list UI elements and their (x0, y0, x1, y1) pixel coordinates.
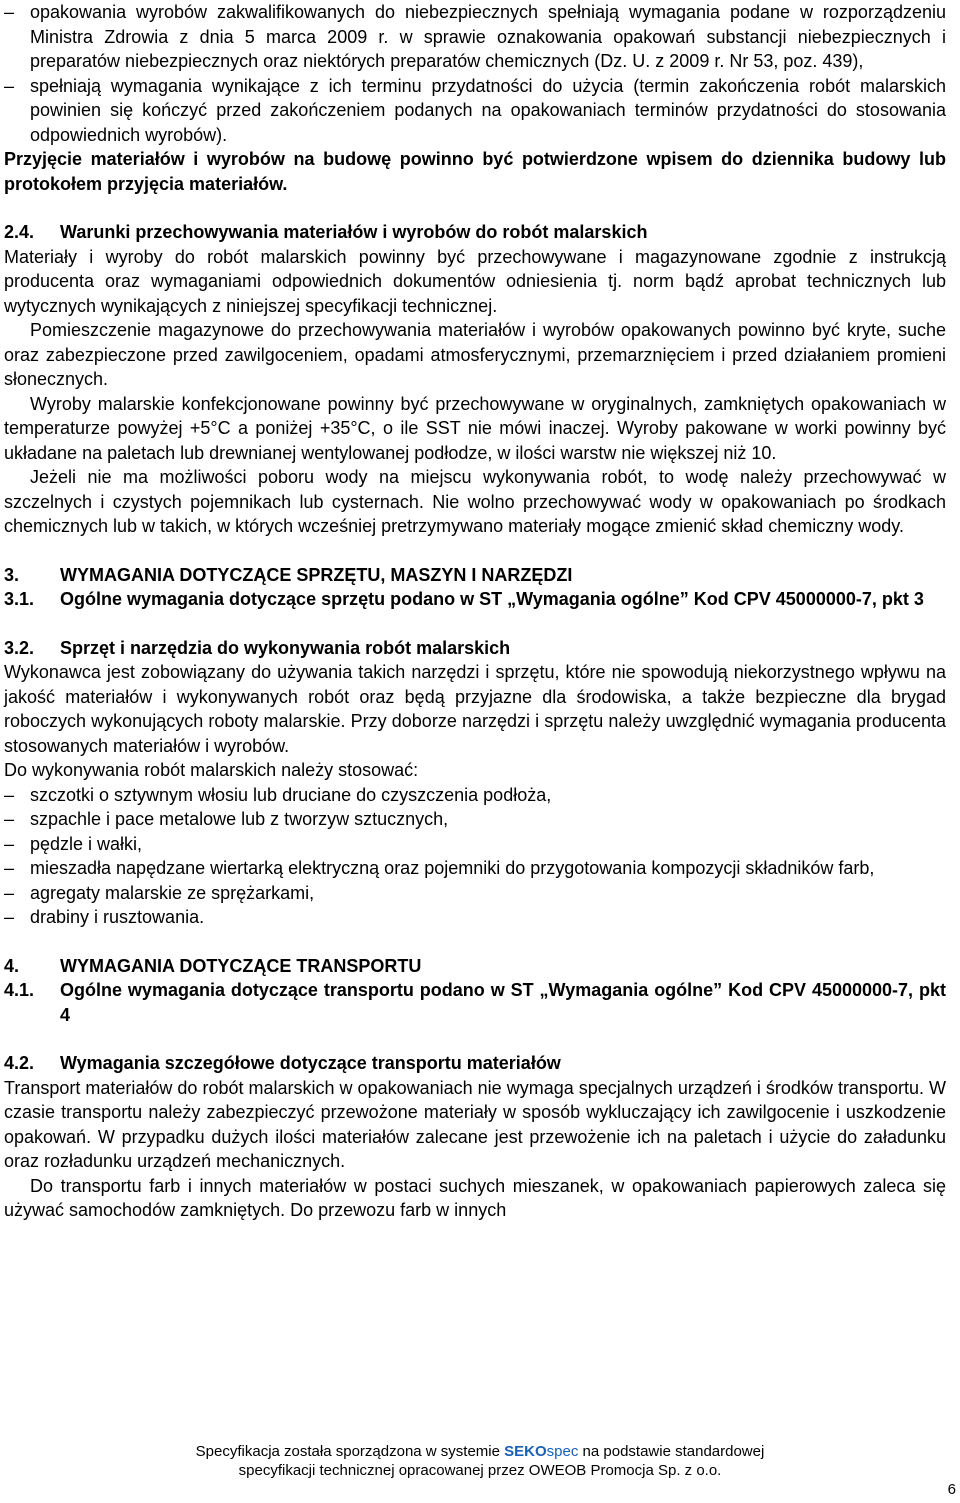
footer-text: Specyfikacja została sporządzona w systemie (195, 1443, 500, 1460)
page-footer (0, 1442, 960, 1480)
section-title: Warunki przechowywania materiałów i wyrobów do robót malarskich (60, 222, 648, 242)
section-number: 4.1. (4, 980, 35, 1000)
section-4-heading (4, 954, 946, 979)
section-4-1-heading (4, 978, 946, 1027)
list-item: – pędzle i wałki, (4, 832, 946, 857)
paragraph: Transport materiałów do robót malarskich w opakowaniach nie wymaga specjalnych urządzeń i środków transportu. W czasie transportu należy zabezpieczyć przewożone materiały w sposób wykluczający ich zawilgocenie i uszkodzenie opakowań. W przypadku dużych ilości materiałów zalecane jest przewożenie ich na paletach i użycie do załadunku oraz rozładunku urządzeń mechanicznych. (4, 1077, 946, 1171)
section-3-1-heading (4, 587, 946, 612)
paragraph: Do transportu farb i innych materiałów w postaci suchych mieszanek, w opakowaniach papierowych zaleca się używać samochodów zamkniętych. Do przewozu farb w innych (4, 1175, 946, 1220)
section-3-heading (4, 563, 946, 588)
section-number: 4.2. (4, 1053, 35, 1073)
list-item: – szpachle i pace metalowe lub z tworzyw sztucznych, (4, 807, 946, 832)
footer-text: na podstawie standardowej (582, 1443, 765, 1460)
dash-item-packaging: – opakowania wyrobów zakwalifikowanych do niebezpiecznych spełniają wymagania podane w rozporządzeniu Ministra Zdrowia z dnia 5 marca 2009 r. w sprawie oznakowania opakowań substancji niebezpiecznych i preparatów niebezpiecznych oraz niektórych preparatów chemicznych (Dz. U. z 2009 r. Nr 53, poz. 439), (4, 0, 946, 74)
section-number: 3. (4, 564, 20, 585)
page-number: 6 (947, 1481, 956, 1498)
paragraph: Do wykonywania robót malarskich należy stosować: (4, 760, 419, 780)
section-title: Wymagania szczegółowe dotyczące transportu materiałów (60, 1053, 561, 1073)
section-title: Sprzęt i narzędzia do wykonywania robót malarskich (60, 637, 511, 658)
section-title: WYMAGANIA DOTYCZĄCE SPRZĘTU, MASZYN I NARZĘDZI (60, 564, 573, 585)
section-3-2-heading (4, 636, 946, 661)
sekospec-logo (504, 1443, 578, 1460)
section-4-2-heading (4, 1051, 946, 1076)
paragraph: Wyroby malarskie konfekcjonowane powinny być przechowywane w oryginalnych, zamkniętych opakowaniach w temperaturze powyżej +5°C a poniżej +35°C, o ile SST nie mówi inaczej. Wyroby pakowane w worki powinny być układane na paletach lub drewnianej wentylowanej podłodze, w ilości warstw nie większej niż 10. (4, 393, 946, 463)
list-item: – mieszadła napędzane wiertarką elektryczną oraz pojemniki do przygotowania kompozycji składników farb, (4, 856, 946, 881)
paragraph: Pomieszczenie magazynowe do przechowywania materiałów i wyrobów opakowanych powinno być kryte, suche oraz zabezpieczone przed zawilgoceniem, opadami atmosferycznymi, przemarznięciem i przed działaniem promieni słonecznych. (4, 320, 946, 389)
list-item: – agregaty malarskie ze sprężarkami, (4, 881, 946, 906)
footer-line-2: specyfikacji technicznej opracowanej przez OWEOB Promocja Sp. z o.o. (238, 1462, 722, 1479)
paragraph: Materiały i wyroby do robót malarskich powinny być przechowywane i magazynowane zgodnie z instrukcją producenta oraz wymaganiami odpowiednich dokumentów odniesienia tj. norm bądź aprobat technicznych lub wytycznych wynikających z niniejszej specyfikacji technicznej. (4, 246, 946, 316)
section-number: 3.1. (4, 589, 35, 609)
section-title: Ogólne wymagania dotyczące transportu podano w ST „Wymagania ogólne” Kod CPV 45000000-7, pkt 4 (60, 980, 946, 1025)
section-number: 3.2. (4, 637, 35, 658)
acceptance-note: Przyjęcie materiałów i wyrobów na budowę powinno być potwierdzone wpisem do dziennika budowy lub protokołem przyjęcia materiałów. (4, 149, 946, 194)
section-2-4-heading (4, 220, 946, 245)
section-title: Ogólne wymagania dotyczące sprzętu podano w ST „Wymagania ogólne” Kod CPV 45000000-7, pkt 3 (60, 589, 924, 609)
list-item: – drabiny i rusztowania. (4, 905, 946, 930)
document-page (4, 0, 946, 1223)
section-title: WYMAGANIA DOTYCZĄCE TRANSPORTU (60, 955, 422, 976)
paragraph: Jeżeli nie ma możliwości poboru wody na miejscu wykonywania robót, to wodę należy przechowywać w szczelnych i czystych pojemnikach lub cysternach. Nie wolno przechowywać wody w opakowaniach po środkach chemicznych lub w takich, w których wcześniej pretrzymywano materiały mogące zmienić skład chemiczny wody. (4, 467, 946, 536)
logo-part-seko: SEKO (504, 1443, 547, 1460)
logo-part-spec: spec (546, 1443, 579, 1460)
footer-line-1 (0, 1442, 960, 1461)
list-item: – szczotki o sztywnym włosiu lub druciane do czyszczenia podłoża, (4, 783, 946, 808)
section-number: 4. (4, 955, 20, 976)
section-number: 2.4. (4, 222, 35, 242)
paragraph: Wykonawca jest zobowiązany do używania takich narzędzi i sprzętu, które nie spowodują niekorzystnego wpływu na jakość materiałów i wykonywanych robót oraz będą przyjazne dla środowiska, a także bezpieczne dla brygad roboczych wykonujących roboty malarskie. Przy doborze narzędzi i sprzętu należy uwzględnić wymagania producenta stosowanych materiałów i wyrobów. (4, 662, 946, 756)
dash-item-expiry: – spełniają wymagania wynikające z ich terminu przydatności do użycia (termin zakończenia robót malarskich powinien się kończyć przed zakończeniem podanych na opakowaniach terminów przydatności do stosowania odpowiednich wyrobów). (4, 74, 946, 148)
